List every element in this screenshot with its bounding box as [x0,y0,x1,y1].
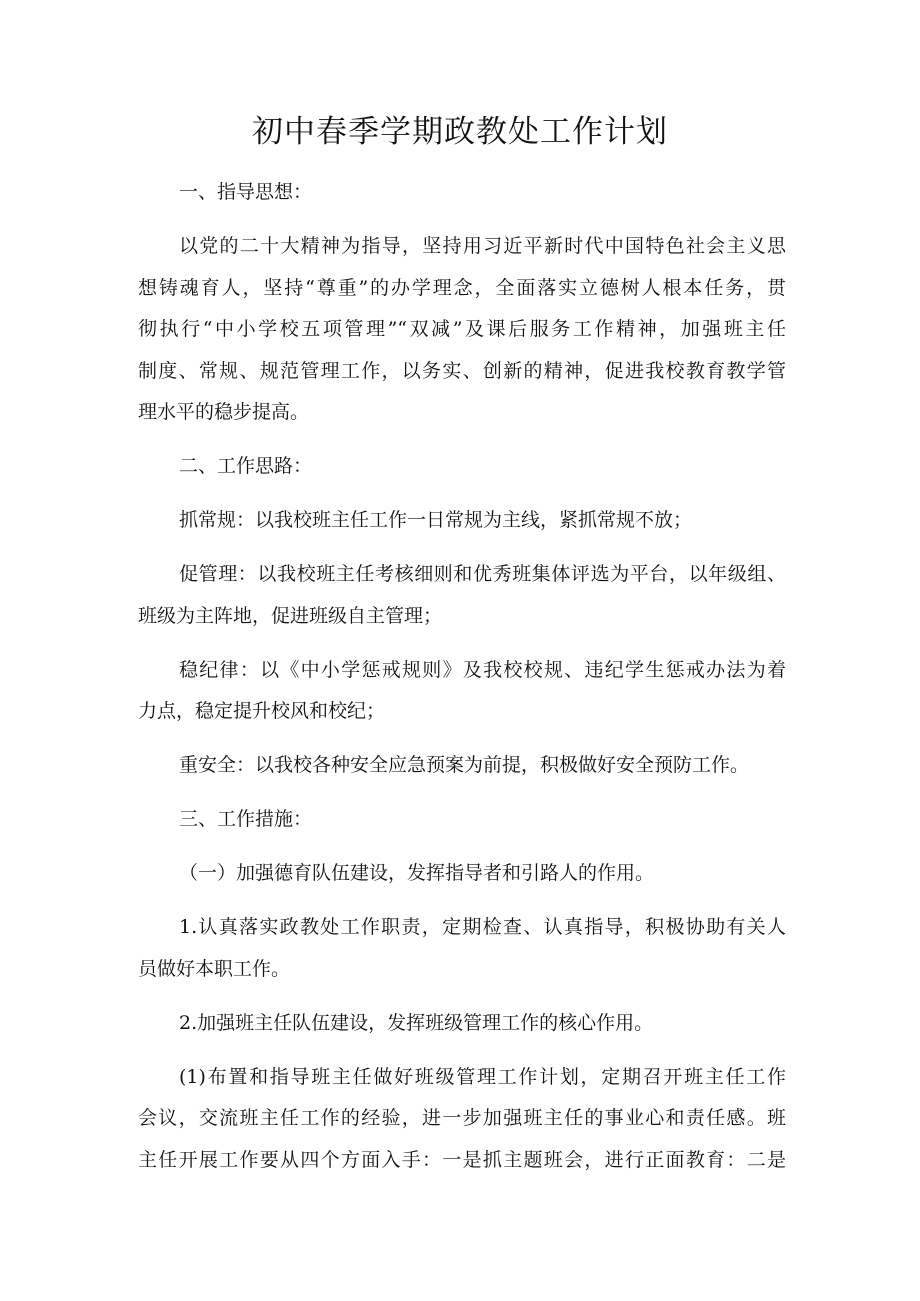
paragraph-line: 2.加强班主任队伍建设，发挥班级管理工作的核心作用。 [179,1011,654,1034]
paragraph-line: 想铸魂育人，坚持“尊重”的办学理念，全面落实立德树人根本任务，贯 [138,276,786,299]
paragraph-line: 彻执行“中小学校五项管理”“双减”及课后服务工作精神，加强班主任 [138,318,786,340]
paragraph-line: 员做好本职工作。 [138,957,291,980]
paragraph-line: 制度、常规、规范管理工作，以务实、创新的精神，促进我校教育教学管 [138,359,786,382]
section-heading-work-ideas: 二、工作思路： [179,455,313,477]
paragraph-line: (1)布置和指导班主任做好班级管理工作计划，定期召开班主任工作 [179,1065,786,1088]
paragraph-line: 促管理：以我校班主任考核细则和优秀班集体评选为平台，以年级组、 [179,563,786,585]
subsection-heading: （一）加强德育队伍建设，发挥指导者和引路人的作用。 [179,862,655,884]
paragraph-line: 班级为主阵地，促进班级自主管理； [138,604,443,627]
paragraph-line: 稳纪律：以《中小学惩戒规则》及我校校规、违纪学生惩戒办法为着 [179,658,786,681]
section-heading-work-measures: 三、工作措施： [179,808,313,830]
document-body [138,172,786,1181]
paragraph-line: 1.认真落实政教处工作职责，定期检查、认真指导，积极协助有关人 [179,916,786,938]
document-title: 初中春季学期政教处工作计划 [252,114,668,150]
paragraph-line: 理水平的稳步提高。 [138,401,310,423]
paragraph-line: 会议，交流班主任工作的经验，进一步加强班主任的事业心和责任感。班 [138,1107,786,1129]
paragraph-line: 重安全：以我校各种安全应急预案为前提，积极做好安全预防工作。 [179,754,750,776]
section-heading-guiding-ideology: 一、指导思想： [179,181,313,203]
paragraph-line: 以党的二十大精神为指导，坚持用习近平新时代中国特色社会主义思 [179,235,786,257]
paragraph-line: 抓常规：以我校班主任工作一日常规为主线，紧抓常规不放； [179,509,693,531]
paragraph-line: 力点，稳定提升校风和校纪； [138,700,386,722]
paragraph-line: 主任开展工作要从四个方面入手：一是抓主题班会，进行正面教育：二是 [138,1148,786,1171]
